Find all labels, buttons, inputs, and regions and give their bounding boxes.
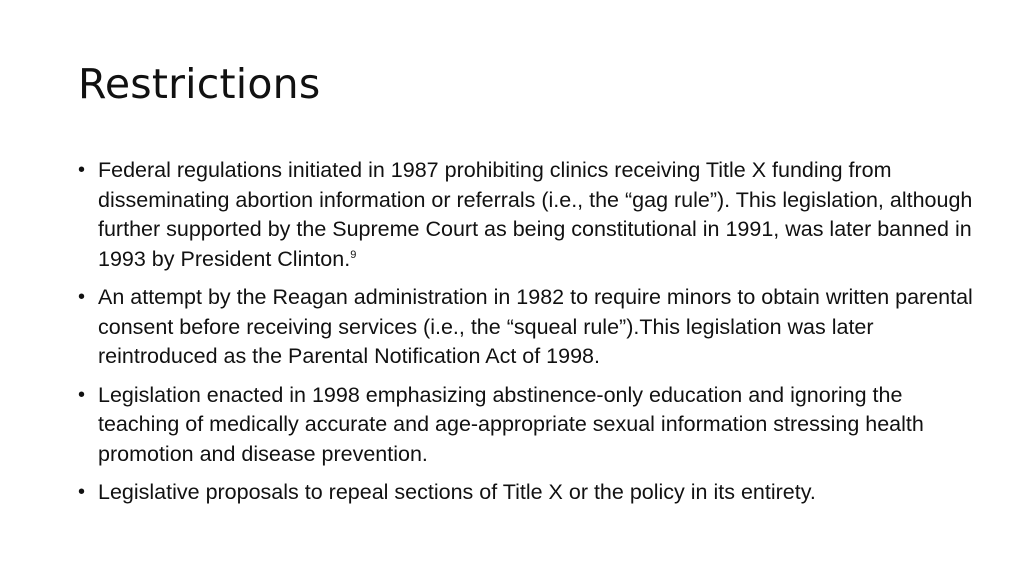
list-item (78, 156, 978, 274)
bullet-icon: • (78, 383, 86, 406)
bullet-list (78, 156, 978, 517)
bullet-text: Legislation enacted in 1998 emphasizing abstinence-only education and ignoring the teaching of medically accurate and age-appropriate sexual information stressing health promotion and disease prevention. (98, 382, 924, 466)
bullet-icon: • (78, 159, 86, 181)
bullet-text: Federal regulations initiated in 1987 prohibiting clinics receiving Title X funding from disseminating abortion information or referrals (i.e., the “gag rule”). This legislation, although further supported by the Supreme Court as being constitutional in 1991, was later banned in 1993 by President Clinton. (98, 158, 973, 271)
list-item (78, 478, 978, 508)
slide-title: Restrictions (78, 60, 321, 108)
bullet-icon: • (78, 481, 86, 503)
bullet-icon: • (78, 286, 86, 308)
bullet-text: Legislative proposals to repeal sections of Title X or the policy in its entirety. (98, 480, 816, 504)
bullet-text: An attempt by the Reagan administration in 1982 to require minors to obtain written parental consent before receiving services (i.e., the “squeal rule”).This legislation was later reintroduced as the Parental Notification Act of 1998. (98, 285, 973, 368)
list-item (78, 381, 978, 470)
list-item (78, 283, 978, 372)
footnote-reference: 9 (350, 248, 357, 261)
